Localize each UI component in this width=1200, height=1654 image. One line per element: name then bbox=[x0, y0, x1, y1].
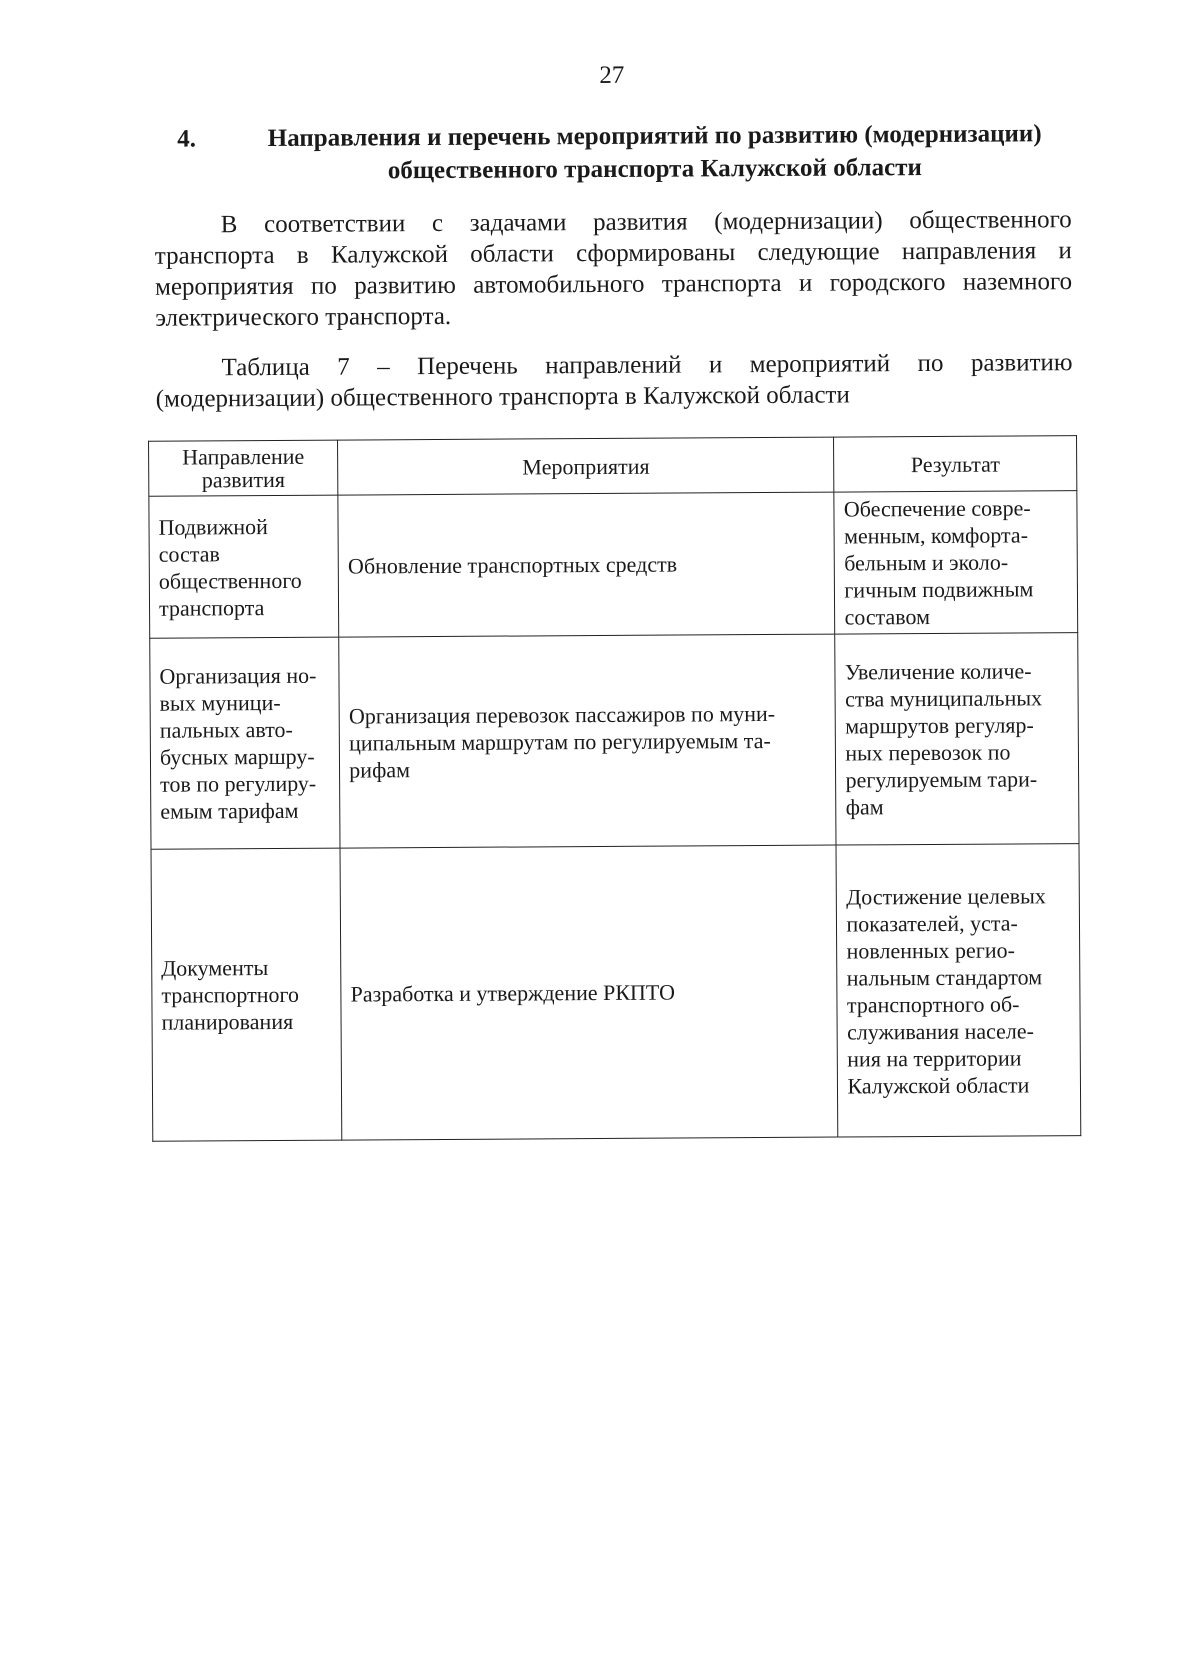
table-row bbox=[149, 491, 1078, 639]
direction-text: Подвижной состав общественного транспорта bbox=[158, 513, 302, 621]
measures-table bbox=[148, 435, 1081, 1142]
result-text: Обеспечение совре- менным, комфорта- бельным и эколо- гичным подвижным составом bbox=[843, 495, 1034, 630]
direction-text: Документы транспортного планирования bbox=[161, 955, 300, 1035]
intro-paragraph: В соответствии с задачами развития (модернизации) общественного транспорта в Калужской области сформированы следующие направления и мероприятия по развитию автомобильного транспорта и городского наземного электрического транспорта. bbox=[154, 206, 1073, 332]
table-row bbox=[150, 633, 1079, 850]
result-cell bbox=[834, 491, 1077, 634]
result-cell bbox=[836, 844, 1080, 1137]
table-caption: Таблица 7 – Перечень направлений и мероприятий по развитию (модернизации) общественного транспорта в Калужской области bbox=[155, 349, 1073, 413]
measure-text: Обновление транспортных средств bbox=[347, 551, 678, 579]
direction-cell bbox=[150, 637, 341, 849]
table-header-row bbox=[149, 436, 1077, 497]
measure-text: Разработка и утверждение РКПТО bbox=[350, 979, 676, 1007]
measure-cell bbox=[338, 492, 835, 637]
table-row bbox=[151, 844, 1081, 1142]
header-direction: Направление развития bbox=[149, 440, 339, 496]
page-number: 27 bbox=[599, 61, 625, 89]
header-measures: Мероприятия bbox=[338, 437, 835, 495]
result-text: Достижение целевых показателей, уста- новленных регио- нальным стандартом транспортного об- служивания населе- ния на территории Калужской области bbox=[846, 882, 1046, 1098]
measure-cell bbox=[339, 634, 836, 848]
section-number: 4. bbox=[177, 125, 197, 153]
direction-cell bbox=[149, 495, 339, 638]
measure-text: Организация перевозок пассажиров по муни- ципальным маршрутам по регулируемым та- рифам bbox=[348, 700, 776, 783]
direction-text: Организация но- вых муници- пальных авто- бусных маршру- тов по регулиру- емым тарифам bbox=[159, 662, 317, 824]
measure-cell bbox=[340, 845, 838, 1140]
result-cell bbox=[835, 633, 1079, 845]
section-title: Направления и перечень мероприятий по развитию (модернизации) общественного транспорта Калужской области bbox=[267, 120, 1042, 185]
header-result: Результат bbox=[834, 436, 1077, 492]
direction-cell bbox=[151, 848, 342, 1141]
section-heading bbox=[177, 117, 1057, 188]
result-text: Увеличение количе- ства муниципальных маршрутов регуляр- ных перевозок по регулируемым тари- фам bbox=[844, 658, 1043, 820]
